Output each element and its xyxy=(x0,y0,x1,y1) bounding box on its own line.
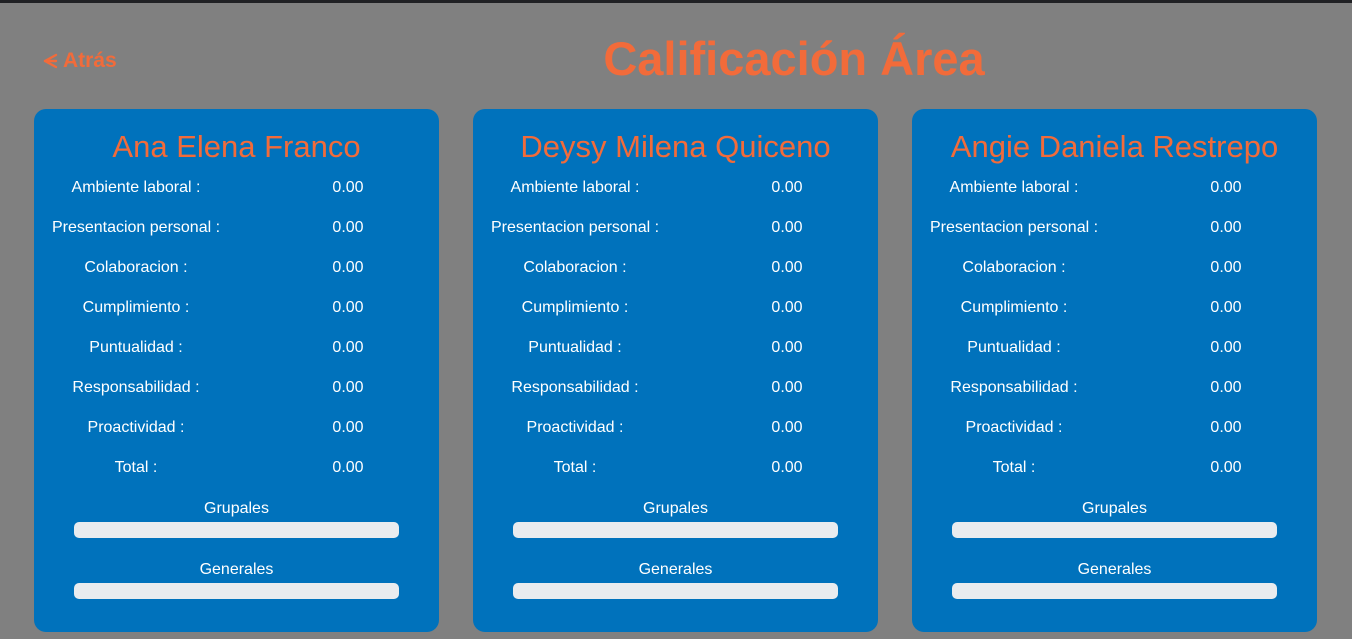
metric-label-responsabilidad: Responsabilidad : xyxy=(72,379,200,396)
metric-value-cumplimiento: 0.00 xyxy=(332,299,364,316)
metric-value-responsabilidad: 0.00 xyxy=(1210,379,1242,396)
metric-label-total: Total : xyxy=(553,459,597,476)
metric-value-colaboracion: 0.00 xyxy=(771,259,803,276)
metric-value-presentacion-personal: 0.00 xyxy=(771,219,803,236)
metric-label-ambiente-laboral: Ambiente laboral : xyxy=(510,179,640,196)
metric-value-total: 0.00 xyxy=(771,459,803,476)
page-title: Calificación Área xyxy=(603,32,985,85)
metric-label-presentacion-personal: Presentacion personal : xyxy=(490,219,660,236)
generales-label: Generales xyxy=(638,561,713,578)
metric-label-responsabilidad: Responsabilidad : xyxy=(950,379,1078,396)
metric-value-cumplimiento: 0.00 xyxy=(1210,299,1242,316)
metric-label-proactividad: Proactividad : xyxy=(87,419,185,436)
employee-name: Angie Daniela Restrepo xyxy=(950,129,1279,164)
metric-label-ambiente-laboral: Ambiente laboral : xyxy=(949,179,1079,196)
employee-card xyxy=(912,109,1317,632)
metric-value-proactividad: 0.00 xyxy=(771,419,803,436)
metric-label-cumplimiento: Cumplimiento : xyxy=(82,299,190,316)
metric-value-responsabilidad: 0.00 xyxy=(332,379,364,396)
metric-label-colaboracion: Colaboracion : xyxy=(523,259,627,276)
metric-label-responsabilidad: Responsabilidad : xyxy=(511,379,639,396)
metric-label-presentacion-personal: Presentacion personal : xyxy=(51,219,221,236)
metric-value-total: 0.00 xyxy=(1210,459,1242,476)
grupales-label: Grupales xyxy=(643,500,708,517)
grupales-label: Grupales xyxy=(204,500,269,517)
back-label: Atrás xyxy=(63,49,117,72)
metric-value-presentacion-personal: 0.00 xyxy=(332,219,364,236)
metric-label-puntualidad: Puntualidad : xyxy=(89,339,183,356)
generales-label: Generales xyxy=(1077,561,1152,578)
metric-value-puntualidad: 0.00 xyxy=(332,339,364,356)
metric-value-ambiente-laboral: 0.00 xyxy=(332,179,364,196)
employee-name: Deysy Milena Quiceno xyxy=(520,129,831,164)
metric-label-ambiente-laboral: Ambiente laboral : xyxy=(71,179,201,196)
metric-label-total: Total : xyxy=(992,459,1036,476)
metric-value-colaboracion: 0.00 xyxy=(1210,259,1242,276)
metric-label-puntualidad: Puntualidad : xyxy=(967,339,1061,356)
grupales-progress-bar xyxy=(513,522,838,538)
metric-label-cumplimiento: Cumplimiento : xyxy=(960,299,1068,316)
metric-value-puntualidad: 0.00 xyxy=(1210,339,1242,356)
employee-card xyxy=(473,109,878,632)
generales-label: Generales xyxy=(199,561,274,578)
metric-value-ambiente-laboral: 0.00 xyxy=(771,179,803,196)
metric-value-total: 0.00 xyxy=(332,459,364,476)
generales-progress-bar xyxy=(74,583,399,599)
metric-label-total: Total : xyxy=(114,459,158,476)
metric-value-proactividad: 0.00 xyxy=(332,419,364,436)
metric-value-puntualidad: 0.00 xyxy=(771,339,803,356)
window-top-edge xyxy=(0,0,1352,3)
metric-label-puntualidad: Puntualidad : xyxy=(528,339,622,356)
generales-progress-bar xyxy=(513,583,838,599)
generales-progress-bar xyxy=(952,583,1277,599)
grupales-progress-bar xyxy=(74,522,399,538)
metric-label-cumplimiento: Cumplimiento : xyxy=(521,299,629,316)
metric-value-presentacion-personal: 0.00 xyxy=(1210,219,1242,236)
metric-value-ambiente-laboral: 0.00 xyxy=(1210,179,1242,196)
grupales-label: Grupales xyxy=(1082,500,1147,517)
metric-value-responsabilidad: 0.00 xyxy=(771,379,803,396)
metric-label-proactividad: Proactividad : xyxy=(526,419,624,436)
employee-card xyxy=(34,109,439,632)
metric-label-presentacion-personal: Presentacion personal : xyxy=(929,219,1099,236)
employee-name: Ana Elena Franco xyxy=(112,129,361,164)
metric-value-cumplimiento: 0.00 xyxy=(771,299,803,316)
metric-label-proactividad: Proactividad : xyxy=(965,419,1063,436)
back-arrow-icon xyxy=(42,53,58,69)
metric-label-colaboracion: Colaboracion : xyxy=(962,259,1066,276)
metric-label-colaboracion: Colaboracion : xyxy=(84,259,188,276)
back-link[interactable] xyxy=(42,49,117,73)
metric-value-colaboracion: 0.00 xyxy=(332,259,364,276)
grupales-progress-bar xyxy=(952,522,1277,538)
metric-value-proactividad: 0.00 xyxy=(1210,419,1242,436)
